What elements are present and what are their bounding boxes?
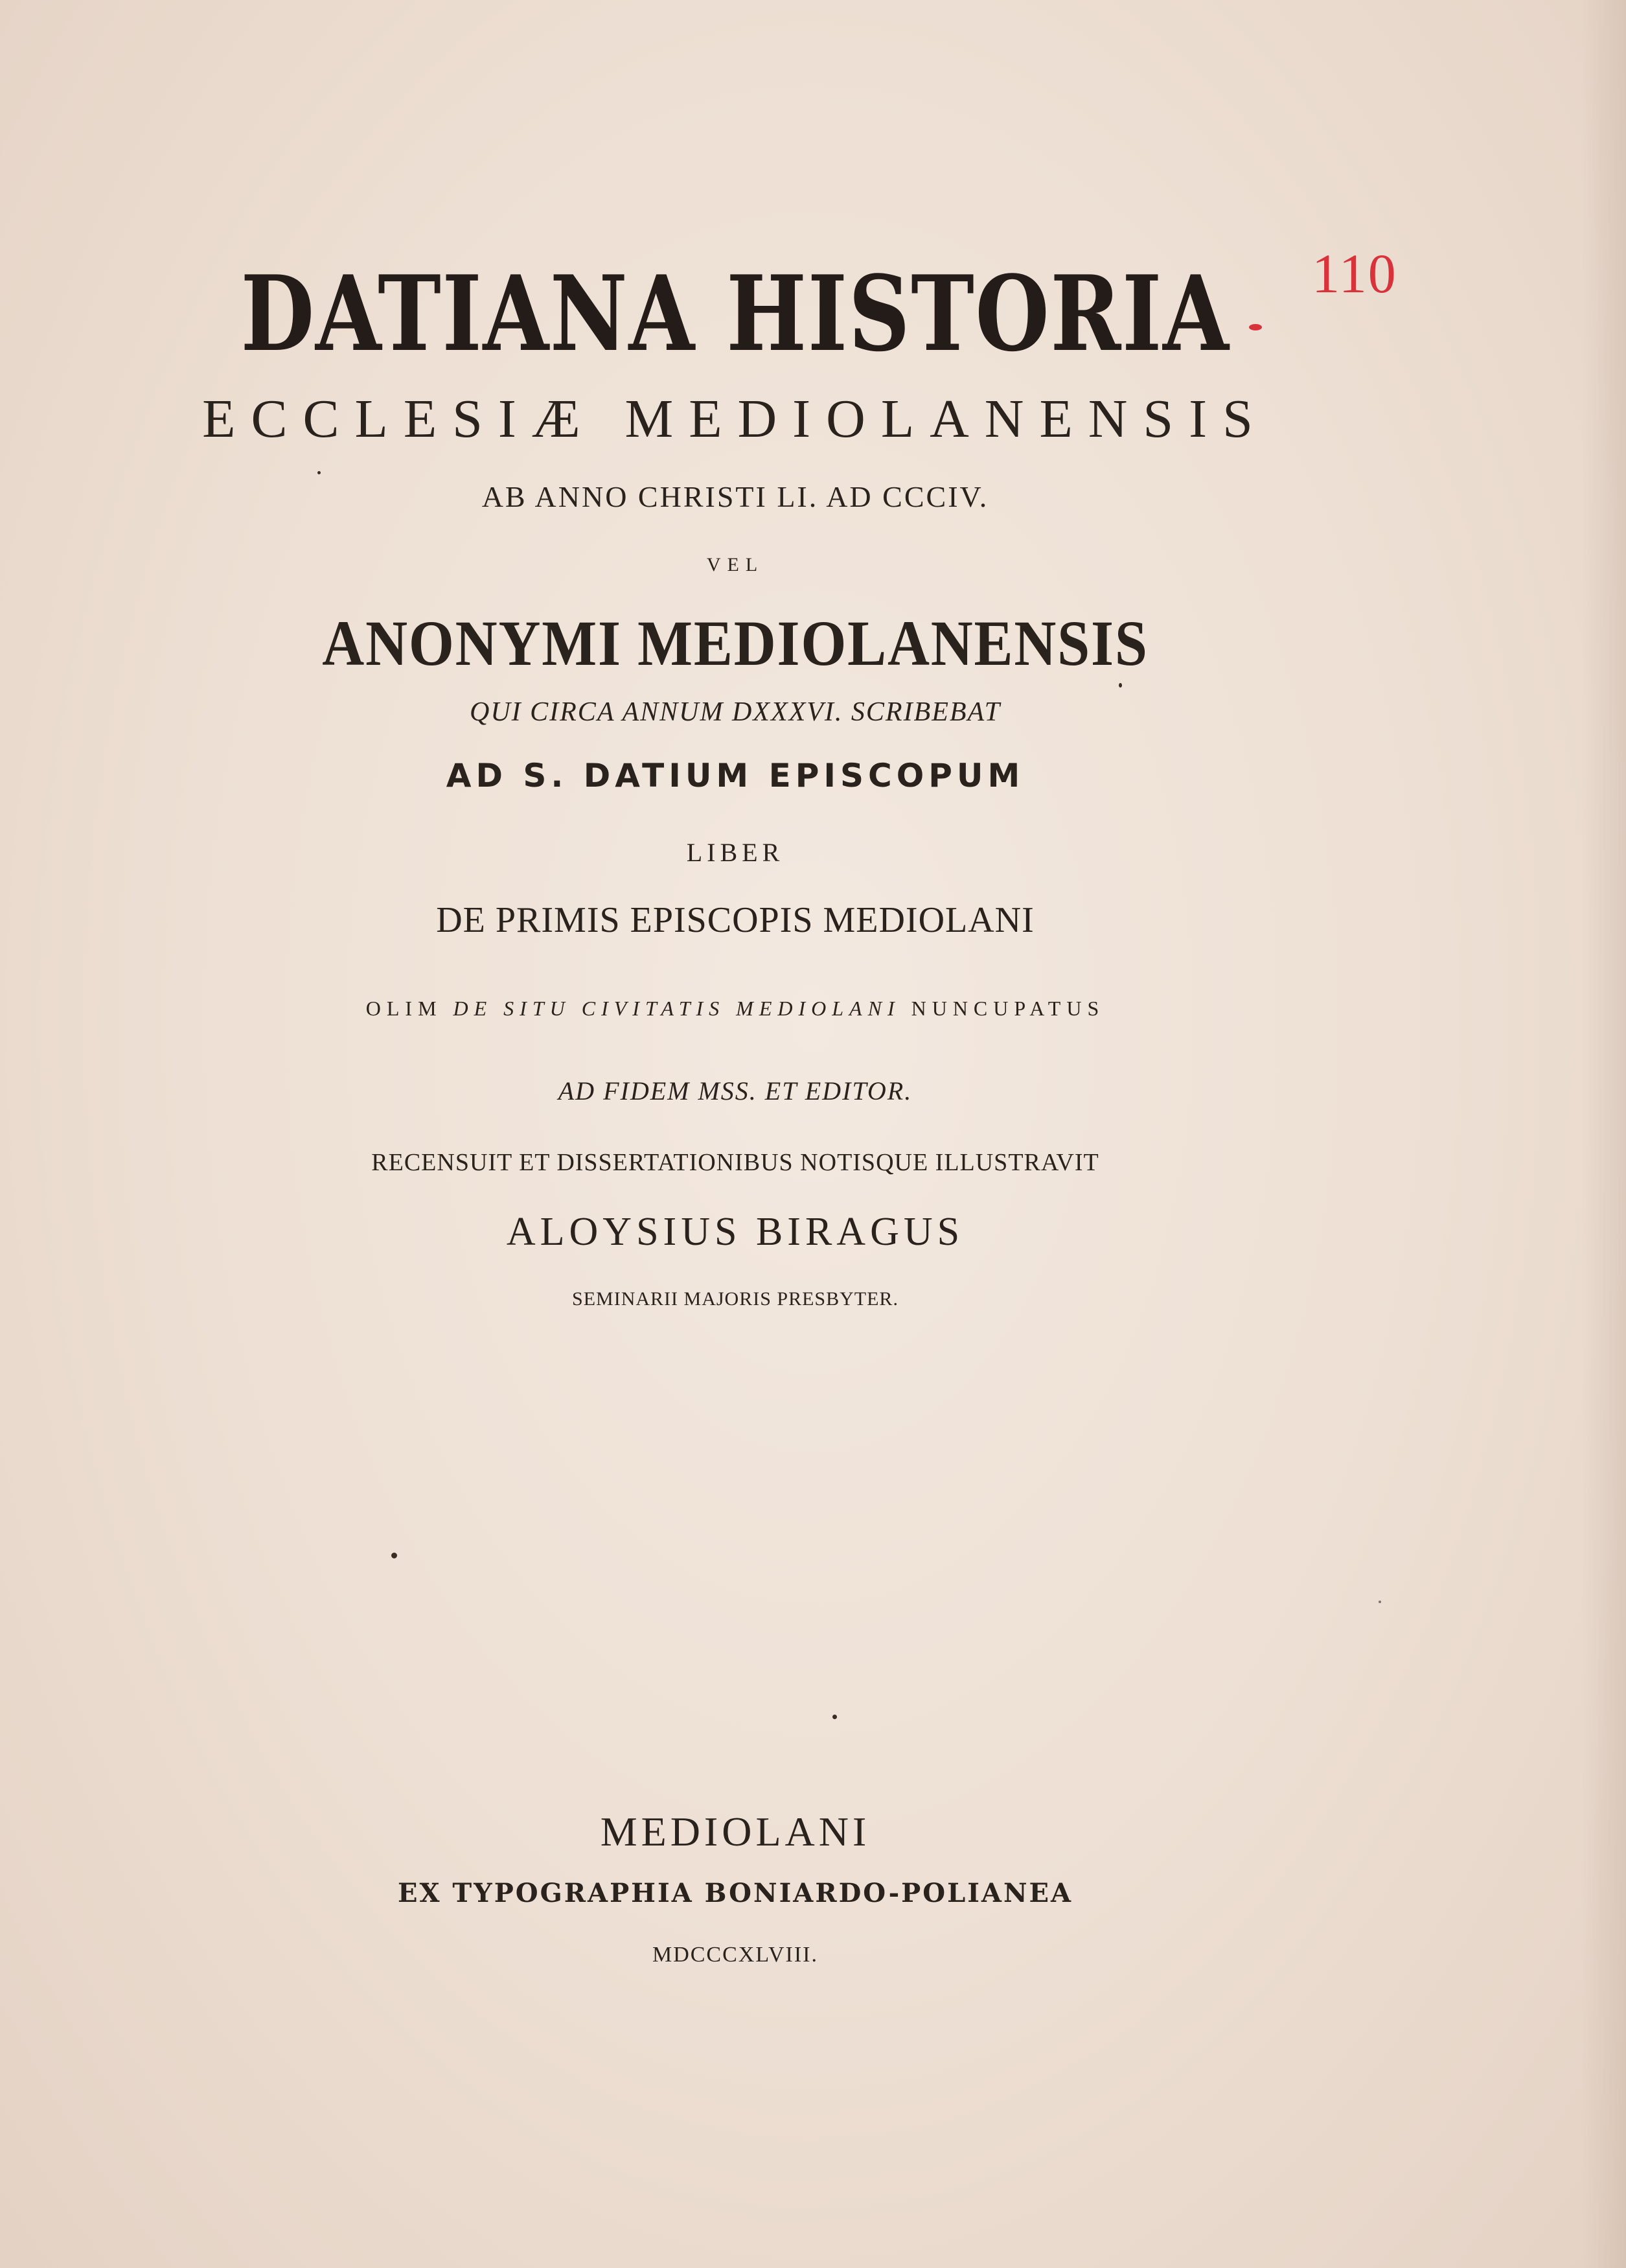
imprint-place: MEDIOLANI — [600, 1809, 871, 1855]
author-line: ANONYMI MEDIOLANENSIS — [322, 607, 1149, 679]
editor-name: ALOYSIUS BIRAGUS — [506, 1210, 965, 1254]
olim-line — [0, 997, 1471, 1021]
olim-title: DE SITU CIVITATIS MEDIOLANI — [453, 997, 900, 1020]
book-title: DATIANA HISTORIA — [240, 253, 1230, 375]
olim-prefix: OLIM — [365, 997, 442, 1020]
paper-speck — [1119, 683, 1122, 688]
paper-speck — [1379, 1601, 1381, 1603]
work-title: DE PRIMIS EPISCOPIS MEDIOLANI — [436, 900, 1035, 940]
editor-role: SEMINARII MAJORIS PRESBYTER. — [572, 1288, 899, 1310]
imprint-year: MDCCCXLVIII. — [652, 1943, 819, 1967]
paper-speck — [317, 471, 321, 474]
dedication-line: AD S. DATIUM EPISCOPUM — [446, 757, 1025, 794]
vel-line: VEL — [706, 554, 764, 575]
date-line: QUI CIRCA ANNUM DXXXVI. SCRIBEBAT — [470, 697, 1001, 727]
years-line: AB ANNO CHRISTI LI. AD CCCIV. — [481, 480, 989, 513]
recensuit-line: RECENSUIT ET DISSERTATIONIBUS NOTISQUE ILLUSTRAVIT — [371, 1149, 1099, 1176]
library-stamp-number: 110 — [1312, 242, 1397, 305]
book-subtitle: ECCLESIÆ MEDIOLANENSIS — [202, 389, 1268, 449]
paper-speck — [391, 1553, 397, 1558]
red-ink-mark — [1249, 324, 1262, 330]
imprint-printer: EX TYPOGRAPHIA BONIARDO-POLIANEA — [397, 1878, 1073, 1908]
fidem-line: AD FIDEM MSS. ET EDITOR. — [558, 1076, 913, 1105]
paper-speck — [832, 1715, 837, 1719]
liber-line: LIBER — [686, 838, 784, 867]
olim-suffix: NUNCUPATUS — [911, 997, 1105, 1020]
